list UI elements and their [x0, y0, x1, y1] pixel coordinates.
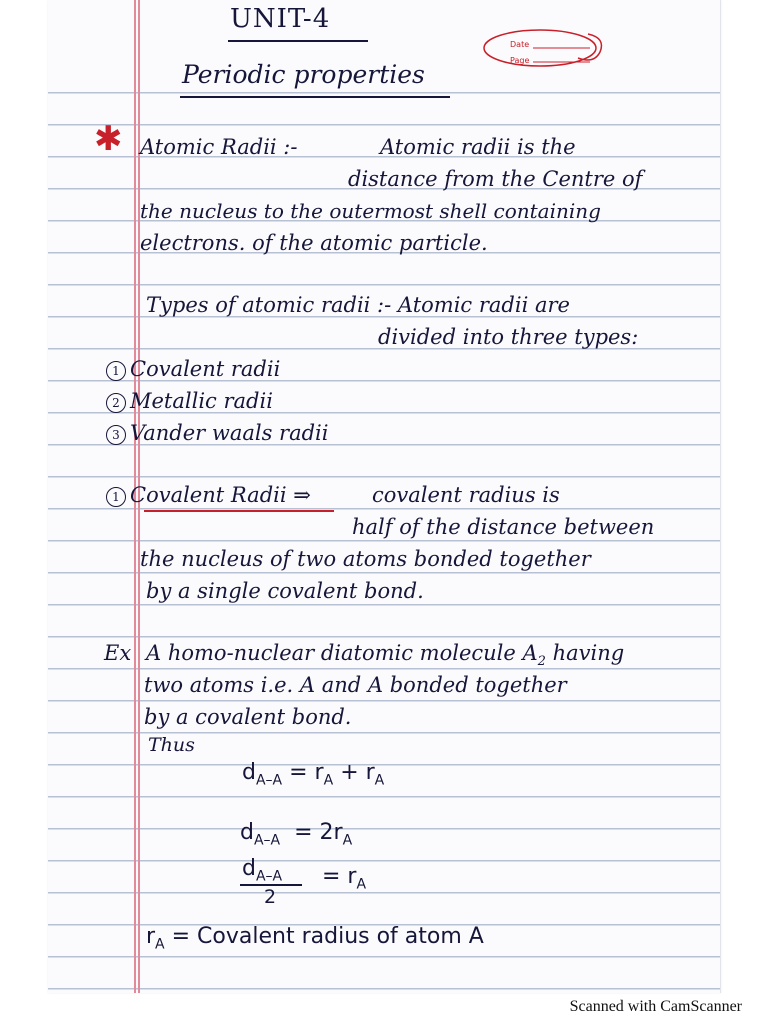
type-item: [106, 388, 273, 414]
example-line3: by a covalent bond.: [144, 705, 352, 729]
covalent-heading: Covalent Radii ⇒: [130, 483, 311, 507]
subtitle-underline: [180, 96, 450, 98]
unit-title-underline: [228, 40, 368, 42]
atomic-radii-line3: the nucleus to the outermost shell containing: [140, 199, 601, 223]
number-circle-icon: 3: [106, 425, 126, 445]
equation-3-rhs: = $r_A$: [322, 864, 367, 893]
type-item: [106, 420, 329, 446]
atomic-radii-line4: electrons. of the atomic particle.: [140, 231, 488, 255]
type-item-label: Covalent radii: [130, 357, 281, 381]
covalent-line3: the nucleus of two atoms bonded together: [140, 547, 591, 571]
covalent-heading-row: [106, 482, 311, 508]
covalent-heading-underline: [144, 510, 334, 512]
date-page-stamp: [478, 24, 628, 74]
scanner-watermark: Scanned with CamScanner: [569, 998, 742, 1015]
types-line1: Types of atomic radii :- Atomic radii are: [146, 293, 570, 317]
equation-1: $d_{A-A} = r_A + r_A$: [242, 760, 385, 789]
equation-3-denominator: 2: [264, 886, 277, 908]
example-line4: Thus: [148, 734, 195, 756]
number-circle-icon: 1: [106, 487, 126, 507]
number-circle-icon: 2: [106, 393, 126, 413]
covalent-line1: covalent radius is: [372, 483, 560, 507]
example-line2: two atoms i.e. A and A bonded together: [144, 673, 567, 697]
types-line2: divided into three types:: [378, 325, 639, 349]
subtitle: Periodic properties: [182, 60, 425, 89]
type-item-label: Metallic radii: [130, 389, 273, 413]
stamp-date-label: Date: [510, 40, 530, 49]
equation-2: $d_{A-A} = 2r_A$: [240, 820, 353, 849]
number-circle-icon: 1: [106, 361, 126, 381]
type-item: [106, 356, 280, 382]
covalent-line4: by a single covalent bond.: [146, 579, 424, 603]
equation-3-numerator: $d_{A-A}$: [242, 856, 283, 885]
star-icon: ✱: [94, 119, 123, 159]
atomic-radii-line1: Atomic radii is the: [380, 135, 576, 159]
example-label: Ex: [104, 641, 132, 665]
type-item-label: Vander waals radii: [130, 421, 329, 445]
atomic-radii-heading: Atomic Radii :-: [140, 135, 298, 159]
example-line1: A homo-nuclear diatomic molecule $A_2$ having: [146, 641, 625, 670]
equation-final: $r_A$ = Covalent radius of atom A: [146, 924, 484, 953]
unit-title: UNIT-4: [230, 4, 331, 34]
atomic-radii-line2: distance from the Centre of: [348, 167, 643, 191]
covalent-line2: half of the distance between: [352, 515, 655, 539]
stamp-page-label: Page: [510, 56, 530, 65]
